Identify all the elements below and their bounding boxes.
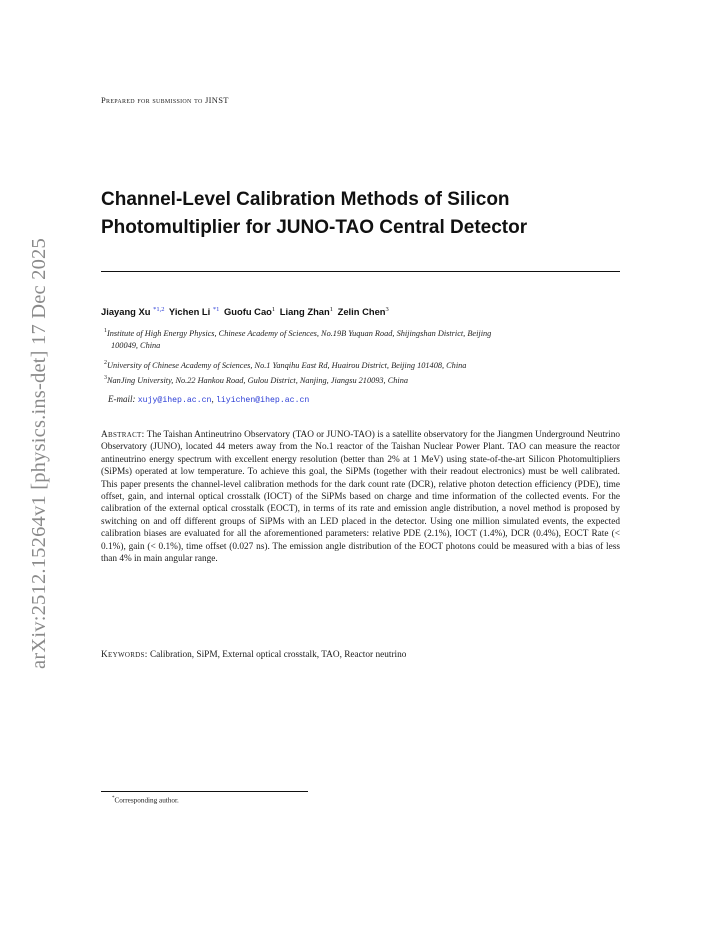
author: Zelin Chen$^3$ xyxy=(337,306,389,318)
paper-title: Channel-Level Calibration Methods of Silicon Photomultiplier for JUNO-TAO Central Detector xyxy=(101,189,528,238)
author: Yichen Li $^{*1}$ xyxy=(168,306,220,318)
keywords-text: Calibration, SiPM, External optical crosstalk, TAO, Reactor neutrino xyxy=(149,650,407,660)
author: Jiayang Xu $^{*1,2}$ xyxy=(101,306,165,318)
affiliation: $^2$University of Chinese Academy of Sciences, No.1 Yanqihu East Rd, Huairou District, Beijing 101408, China xyxy=(104,360,467,370)
affiliation: $^3$NanJing University, No.22 Hankou Road, Gulou District, Nanjing, Jiangsu 210093, China xyxy=(104,375,408,385)
author: Guofu Cao$^1$ xyxy=(223,306,276,318)
author-list xyxy=(101,306,391,317)
abstract xyxy=(101,429,620,565)
footnote: *Corresponding author. xyxy=(112,796,179,805)
abstract-text: The Taishan Antineutrino Observatory (TAO or JUNO-TAO) is a satellite observatory for the Jiangmen Underground Neutrino Observatory (JUNO), located 44 meters away from the No.1 reactor of the Taishan Nuclear Power Plant. TAO can measure the reactor antineutrino energy spectrum with excellent energy resolution (better than 2% at 1 MeV) using state-of-the-art Silicon Photomultipliers (SiPMs) operated at low temperature. To achieve this goal, the SiPMs (together with their readout electronics) must be well calibrated. This paper presents the channel-level calibration methods for the dark count rate (DCR), relative photon detection efficiency (PDE), time offset, gain, and internal optical crosstalk (IOCT) of the SiPMs based on charge and time information of the collected events. For the calibration of the external optical crosstalk (EOCT), in terms of its rate and emission angle distribution, a novel method is proposed by switching on and off different groups of SiPMs with an LED placed in the detector. Using one million simulated events, the expected calibration biases are evaluated for all the aforementioned parameters: relative PDE (2.1%), IOCT (1.4%), DCR (0.4%), EOCT Rate (< 0.1%), gain (< 0.1%), time offset (0.027 ns). The emission angle distribution of the EOCT photons could be measured with a bias of less than 4% in main angular range. xyxy=(101,430,621,565)
affiliation: $^1$Institute of High Energy Physics, Chinese Academy of Sciences, No.19B Yuquan Road, Shijingshan District, Beijing 100049, China xyxy=(104,328,492,350)
journal-header: Prepared for submission to JINST xyxy=(101,95,229,105)
arxiv-identifier xyxy=(26,218,52,688)
email-link[interactable]: liyichen@ihep.ac.cn xyxy=(215,396,310,405)
abstract-label: Abstract: xyxy=(101,430,145,440)
keywords-label: Keywords: xyxy=(101,650,148,660)
arxiv-identifier-text: arXiv:2512.15264v1 [physics.ins-det] 17 Dec 2025 xyxy=(27,237,50,669)
keywords xyxy=(101,650,620,660)
title-divider xyxy=(101,271,620,272)
footnote-divider xyxy=(101,791,308,792)
email-line: E-mail: xujy@ihep.ac.cn, liyichen@ihep.ac.cn xyxy=(108,394,310,405)
email-link[interactable]: xujy@ihep.ac.cn xyxy=(137,396,212,405)
email-label: E-mail: xyxy=(108,394,136,404)
author: Liang Zhan$^1$ xyxy=(279,306,333,318)
